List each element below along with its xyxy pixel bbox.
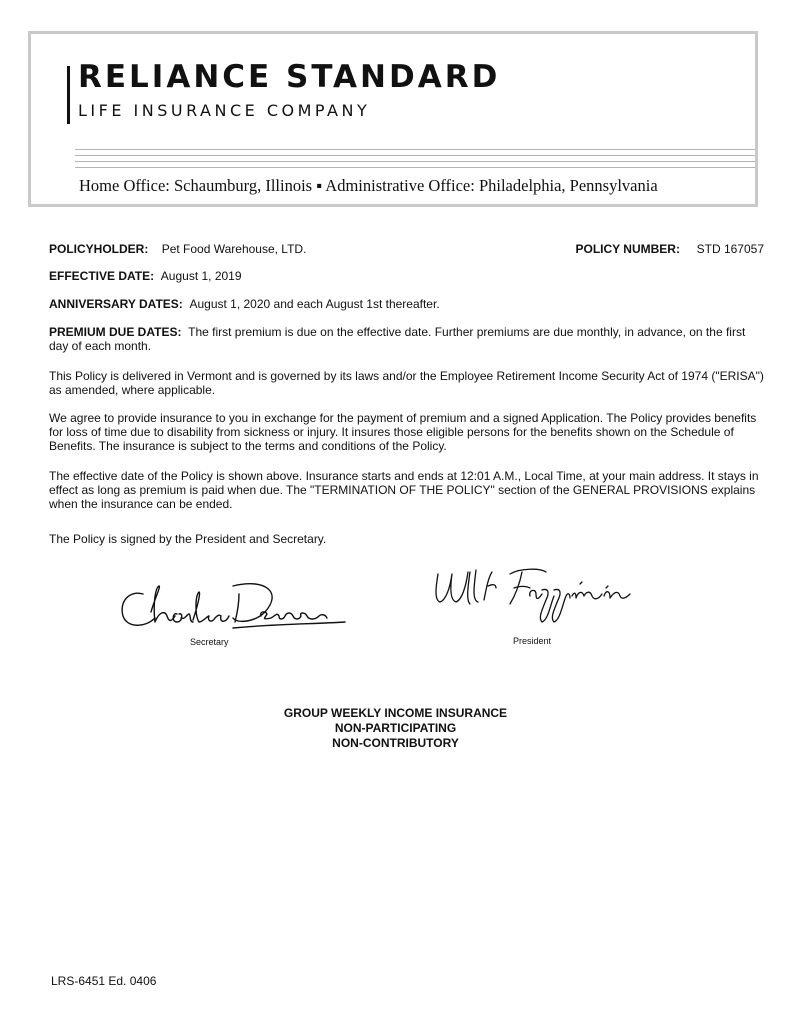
policy-number-value: STD 167057: [696, 242, 764, 256]
plan-title-line-2: NON-PARTICIPATING: [334, 721, 457, 735]
anniversary-value: August 1, 2020 and each August 1st thereafter.: [189, 297, 440, 311]
secretary-signature: [115, 572, 355, 642]
secretary-caption: Secretary: [190, 637, 229, 647]
effective-date-row: [49, 269, 242, 283]
letterhead-box: [28, 31, 758, 207]
policy-number-row: [575, 242, 764, 256]
signed-paragraph: The Policy is signed by the President and Secretary.: [49, 532, 327, 546]
plan-title-line-1: GROUP WEEKLY INCOME INSURANCE: [283, 706, 508, 720]
policy-number-label: POLICY NUMBER:: [575, 242, 680, 256]
divider-line: [75, 161, 755, 162]
effective-date-label: EFFECTIVE DATE:: [49, 269, 155, 283]
plan-title-line-3: NON-CONTRIBUTORY: [332, 736, 459, 750]
company-name: RELIANCE STANDARD: [78, 59, 501, 95]
policyholder-label: POLICYHOLDER:: [49, 242, 149, 256]
effective-paragraph: The effective date of the Policy is shown above. Insurance starts and ends at 12:01 A.M., Local Time, at your main address. It stays in effect as long as premium is paid when due. The "TERMINATION OF THE POLICY" section of the GENERAL PROVISIONS explains when the insurance can be ended.: [49, 469, 759, 511]
premium-due-paragraph: [49, 325, 767, 353]
anniversary-row: [49, 297, 440, 311]
anniversary-label: ANNIVERSARY DATES:: [49, 297, 183, 311]
policyholder-value: Pet Food Warehouse, LTD.: [161, 242, 307, 256]
form-code: LRS-6451 Ed. 0406: [51, 974, 157, 988]
agreement-paragraph: We agree to provide insurance to you in exchange for the payment of premium and a signed Application. The Policy provides benefits for loss of time due to disability from sickness or injury. It insures those eligible persons for the benefits shown on the Schedule of Benefits. The insurance is subject to the terms and conditions of the Policy.: [49, 411, 757, 453]
divider-line: [75, 149, 755, 150]
office-addresses: Home Office: Schaumburg, Illinois ▪ Administrative Office: Philadelphia, Pennsylvania: [79, 176, 658, 195]
president-caption: President: [513, 636, 552, 646]
premium-due-value: The first premium is due on the effective date. Further premiums are due monthly, in advance, on the first day of each month.: [49, 325, 746, 353]
divider-line: [75, 167, 755, 168]
divider-line: [75, 155, 755, 156]
company-subtitle: LIFE INSURANCE COMPANY: [78, 101, 371, 120]
premium-due-label: PREMIUM DUE DATES:: [49, 325, 182, 339]
policyholder-row: [49, 242, 306, 256]
president-signature: [430, 560, 660, 630]
governing-law-paragraph: This Policy is delivered in Vermont and is governed by its laws and/or the Employee Retirement Income Security Act of 1974 ("ERISA") as amended, where applicable.: [49, 369, 764, 397]
effective-date-value: August 1, 2019: [160, 269, 242, 283]
brand-bar: [67, 66, 70, 124]
